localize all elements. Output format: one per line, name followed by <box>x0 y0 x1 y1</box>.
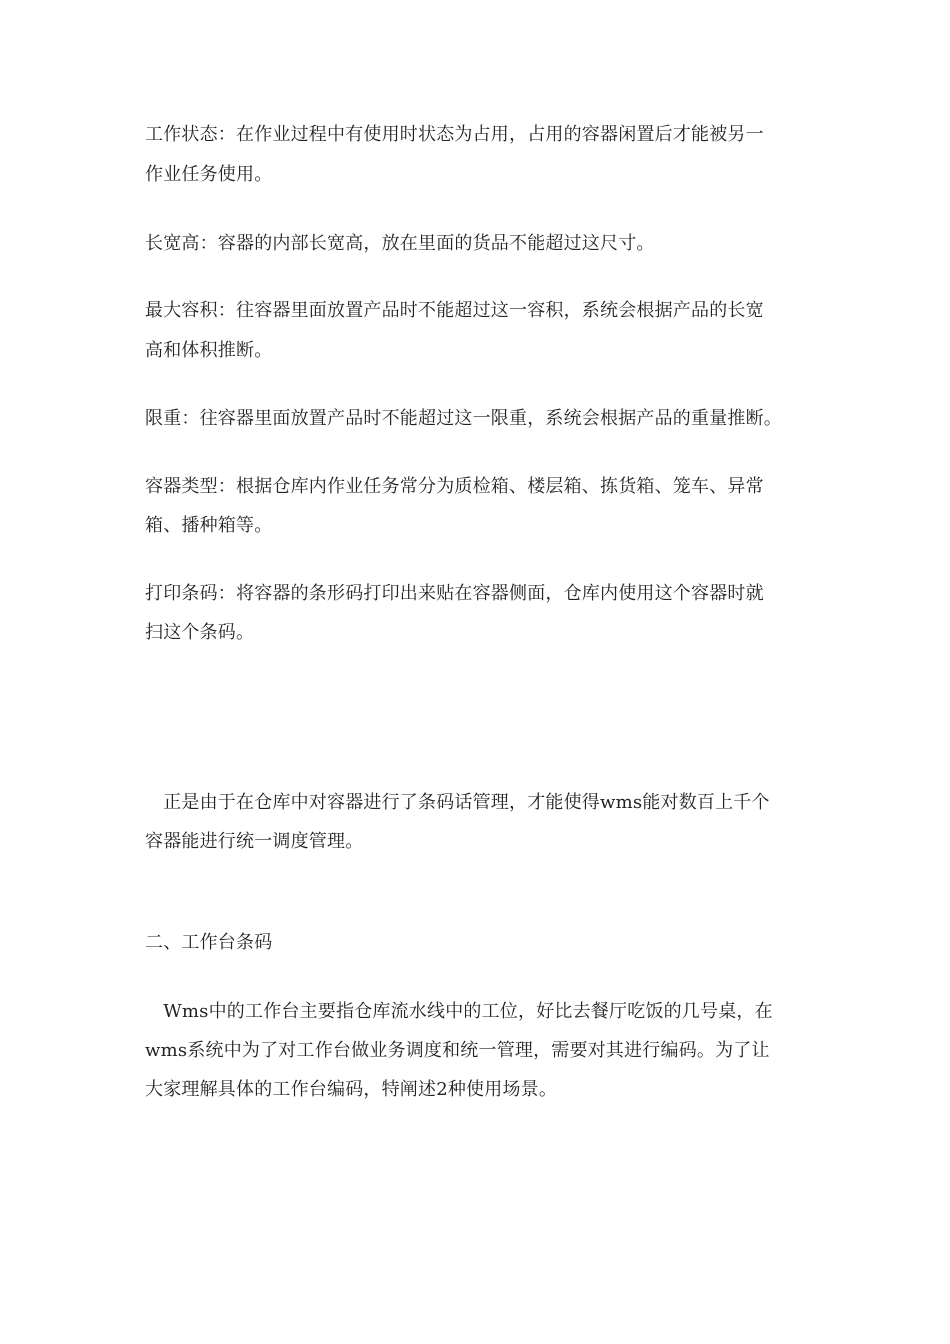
field-print-barcode-line-2: 扫这个条码。 <box>145 622 255 643</box>
intro-paragraph-line-3: 大家理解具体的工作台编码，特阐述2种使用场景。 <box>145 1079 558 1100</box>
summary-paragraph-line-1: 正是由于在仓库中对容器进行了条码话管理，才能使得wms能对数百上千个 <box>145 792 770 813</box>
summary-paragraph-line-2: 容器能进行统一调度管理。 <box>145 831 364 852</box>
field-weight-limit-line-1: 限重：往容器里面放置产品时不能超过这一限重，系统会根据产品的重量推断。 <box>145 408 782 429</box>
field-work-status-line-1: 工作状态：在作业过程中有使用时状态为占用，占用的容器闲置后才能被另一 <box>145 124 764 145</box>
field-container-type-line-2: 箱、播种箱等。 <box>145 515 273 536</box>
field-print-barcode-line-1: 打印条码：将容器的条形码打印出来贴在容器侧面，仓库内使用这个容器时就 <box>145 583 764 604</box>
intro-paragraph-line-1: Wms中的工作台主要指仓库流水线中的工位，好比去餐厅吃饭的几号桌，在 <box>145 1001 773 1022</box>
field-max-volume-line-1: 最大容积：往容器里面放置产品时不能超过这一容积，系统会根据产品的长宽 <box>145 300 764 321</box>
field-container-type-line-1: 容器类型：根据仓库内作业任务常分为质检箱、楼层箱、拣货箱、笼车、异常 <box>145 476 764 497</box>
field-dimensions-line-1: 长宽高：容器的内部长宽高，放在里面的货品不能超过这尺寸。 <box>145 233 655 254</box>
section-heading: 二、工作台条码 <box>145 932 273 953</box>
field-max-volume-line-2: 高和体积推断。 <box>145 340 273 361</box>
field-work-status-line-2: 作业任务使用。 <box>145 164 273 185</box>
intro-paragraph-line-2: wms系统中为了对工作台做业务调度和统一管理，需要对其进行编码。为了让 <box>145 1040 770 1061</box>
